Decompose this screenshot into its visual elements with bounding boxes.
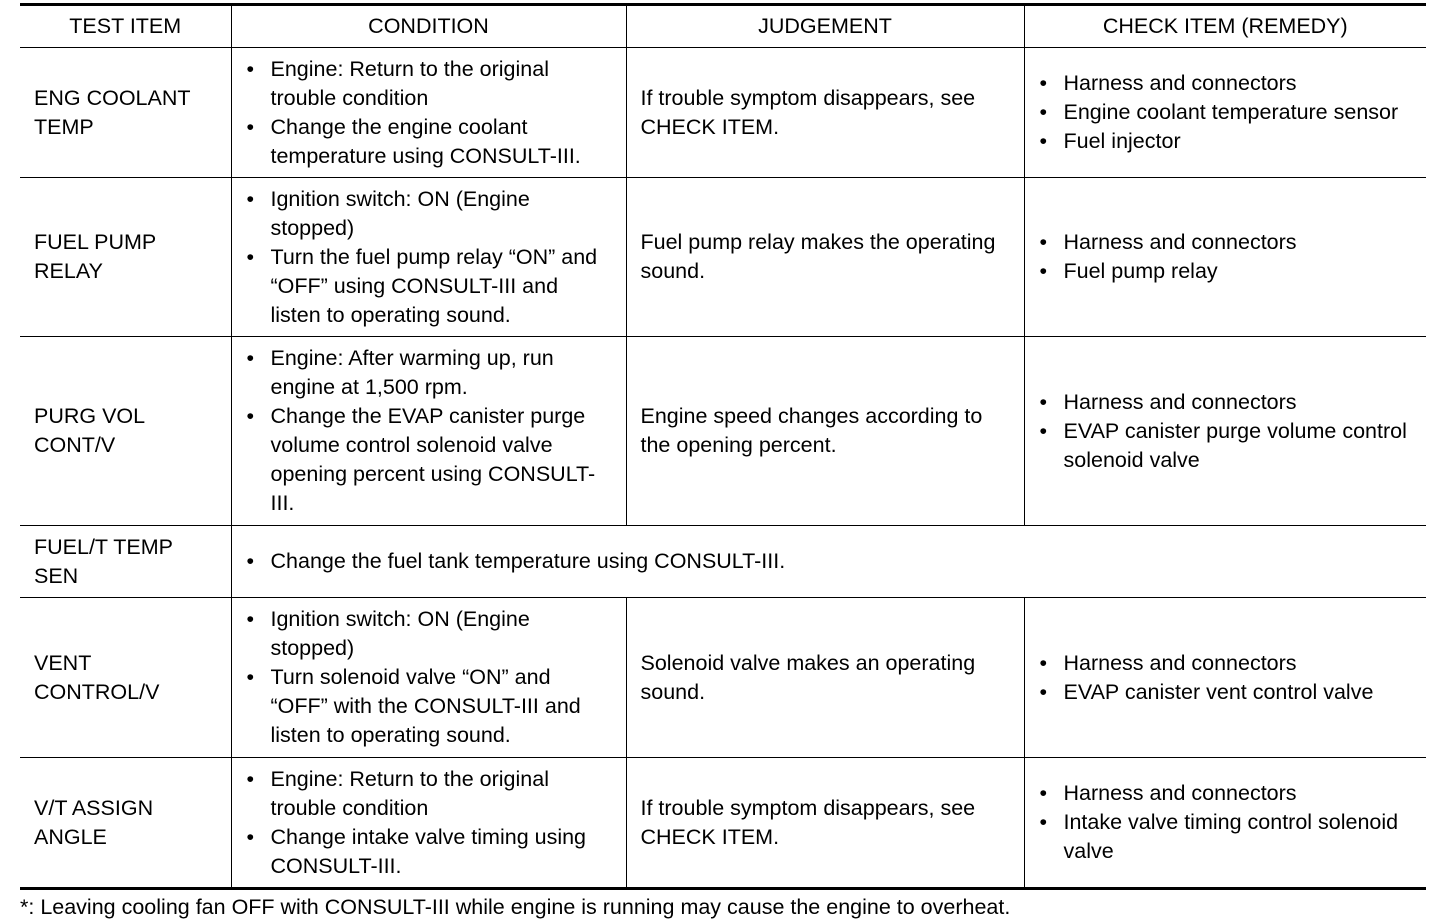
table-row — [20, 48, 1426, 178]
check-bullet: • Harness and connectors — [1039, 779, 1413, 808]
condition-bullet: • Change the EVAP canister purge volume control solenoid valve opening percent using CONSULT-III. — [246, 402, 612, 518]
judgement-cell: If trouble symptom disappears, see CHECK ITEM. — [626, 48, 1024, 178]
condition-bullet: • Engine: Return to the original trouble condition — [246, 55, 612, 113]
test-item-cell: ENG COOLANT TEMP — [20, 48, 231, 178]
condition-cell — [231, 758, 626, 889]
condition-bullet: • Ignition switch: ON (Engine stopped) — [246, 185, 612, 243]
condition-bullet: • Ignition switch: ON (Engine stopped) — [246, 605, 612, 663]
test-item-cell: FUEL PUMP RELAY — [20, 178, 231, 337]
table-row — [20, 598, 1426, 758]
active-test-table — [20, 3, 1426, 890]
check-bullet: • Harness and connectors — [1039, 649, 1413, 678]
check-item-cell — [1024, 178, 1426, 337]
span-note-bullet: • Change the fuel tank temperature using CONSULT-III. — [246, 547, 1413, 576]
condition-bullet: • Change the engine coolant temperature using CONSULT-III. — [246, 113, 612, 171]
check-bullet: • Harness and connectors — [1039, 228, 1413, 257]
judgement-cell: If trouble symptom disappears, see CHECK ITEM. — [626, 758, 1024, 889]
check-bullet: • Harness and connectors — [1039, 69, 1413, 98]
condition-bullet: • Engine: After warming up, run engine at 1,500 rpm. — [246, 344, 612, 402]
check-item-cell — [1024, 758, 1426, 889]
check-item-cell — [1024, 48, 1426, 178]
condition-cell — [231, 598, 626, 758]
header-check-item: CHECK ITEM (REMEDY) — [1024, 5, 1426, 48]
judgement-cell: Engine speed changes according to the opening percent. — [626, 337, 1024, 526]
check-item-cell — [1024, 337, 1426, 526]
test-item-cell: VENT CONTROL/V — [20, 598, 231, 758]
check-bullet: • Fuel injector — [1039, 127, 1413, 156]
test-item-cell: FUEL/T TEMP SEN — [20, 526, 231, 598]
span-note-cell — [231, 526, 1426, 598]
test-item-cell: V/T ASSIGN ANGLE — [20, 758, 231, 889]
header-condition: CONDITION — [231, 5, 626, 48]
check-bullet: • EVAP canister purge volume control solenoid valve — [1039, 417, 1413, 475]
table-header-row — [20, 5, 1426, 48]
check-bullet: • EVAP canister vent control valve — [1039, 678, 1413, 707]
table-row — [20, 178, 1426, 337]
test-item-cell: PURG VOL CONT/V — [20, 337, 231, 526]
check-bullet: • Engine coolant temperature sensor — [1039, 98, 1413, 127]
condition-bullet: • Turn solenoid valve “ON” and “OFF” with the CONSULT-III and listen to operating sound. — [246, 663, 612, 750]
check-bullet: • Fuel pump relay — [1039, 257, 1413, 286]
condition-bullet: • Engine: Return to the original trouble condition — [246, 765, 612, 823]
header-judgement: JUDGEMENT — [626, 5, 1024, 48]
header-test-item: TEST ITEM — [20, 5, 231, 48]
table-row — [20, 526, 1426, 598]
condition-bullet: • Change intake valve timing using CONSULT-III. — [246, 823, 612, 881]
condition-cell — [231, 48, 626, 178]
judgement-cell: Solenoid valve makes an operating sound. — [626, 598, 1024, 758]
table-row — [20, 337, 1426, 526]
check-bullet: • Harness and connectors — [1039, 388, 1413, 417]
condition-bullet: • Turn the fuel pump relay “ON” and “OFF” using CONSULT-III and listen to operating sound. — [246, 243, 612, 330]
check-bullet: • Intake valve timing control solenoid valve — [1039, 808, 1413, 866]
judgement-cell: Fuel pump relay makes the operating sound. — [626, 178, 1024, 337]
condition-cell — [231, 178, 626, 337]
table-row — [20, 758, 1426, 889]
condition-cell — [231, 337, 626, 526]
check-item-cell — [1024, 598, 1426, 758]
footnote: *: Leaving cooling fan OFF with CONSULT-III while engine is running may cause the engine to overheat. — [20, 895, 1011, 919]
